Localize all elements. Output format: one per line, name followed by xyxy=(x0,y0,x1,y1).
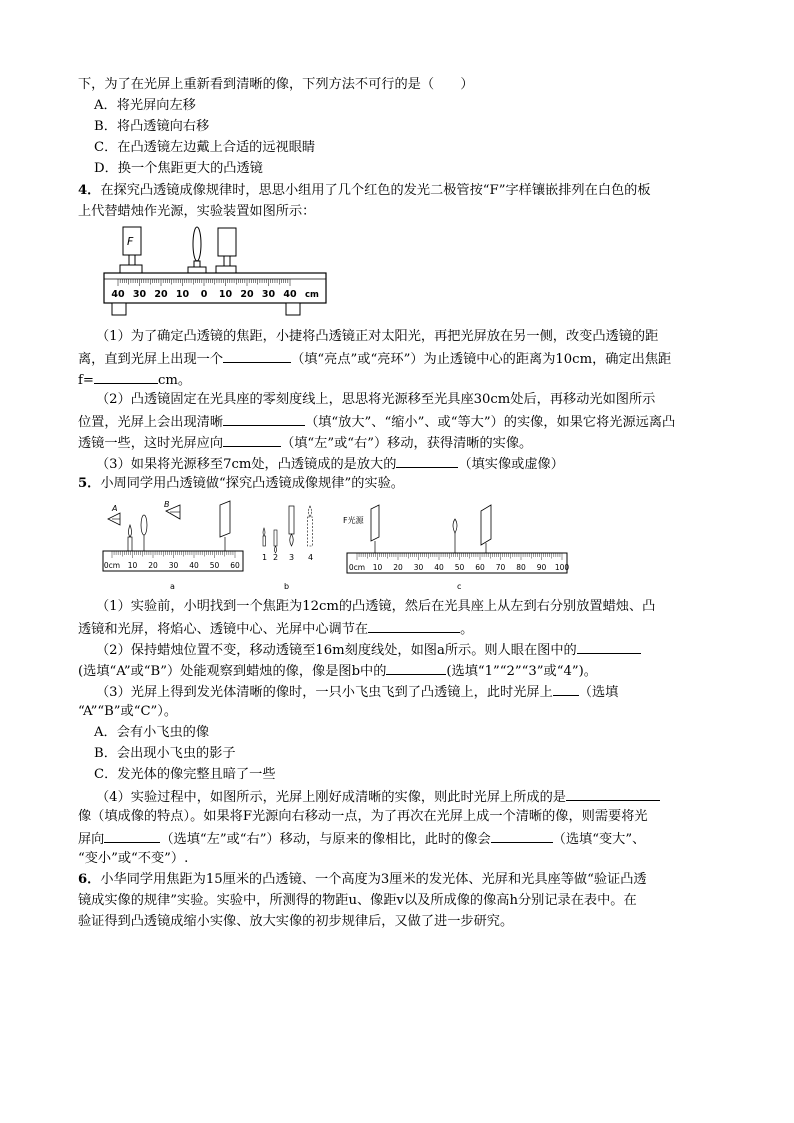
q4-tick-label: 40 xyxy=(111,289,125,300)
answer-blank-5[interactable] xyxy=(396,453,458,468)
f-light-source-board xyxy=(371,505,379,541)
answer-blank-6[interactable] xyxy=(368,618,460,633)
q4-unit-label: cm xyxy=(305,290,319,300)
q4-p2-line2: 位置，光屏上会出现清晰 （填“放大”、“缩小”、或“等大”）的实像，如果它将光源远离凸 xyxy=(78,411,675,431)
fig-a-tick-label: 50 xyxy=(209,561,220,570)
fig-b-num-2: 2 xyxy=(273,553,279,562)
screen-c xyxy=(481,505,491,545)
q4-p1-line2: 离，直到光屏上出现一个 （填“亮点”或“亮环”）为止透镜中心的距离为10cm，确定出焦距 xyxy=(78,348,671,368)
q4-tick-label: 20 xyxy=(240,289,254,300)
q5-figure-a xyxy=(100,497,248,593)
image-1-icon xyxy=(263,528,265,536)
fig-b-caption: b xyxy=(284,582,290,591)
fig-c-tick-label: 40 xyxy=(434,563,444,572)
q5-p2-line2: (选填“A”或“B”）处能观察到蜡烛的像，像是图b中的 (选填“1”“2”“3”或“4”)。 xyxy=(78,660,597,680)
fig-b-num-1: 1 xyxy=(262,553,268,562)
answer-blank-2[interactable] xyxy=(94,369,158,384)
image-4-icon xyxy=(309,506,312,517)
answer-blank-11[interactable] xyxy=(104,828,160,843)
q3-option-c: C．在凸透镜左边戴上合适的远视眼睛 xyxy=(94,140,316,155)
q4-p1-line1: （1）为了确定凸透镜的焦距，小捷将凸透镜正对太阳光，再把光屏放在另一侧，改变凸透镜的距 xyxy=(96,329,659,344)
fig-a-tick-label: 30 xyxy=(168,561,179,570)
q5-p4-line3: 屏向 （选填“左”或“右”）移动，与原来的像相比，此时的像会 （选填“变大”、 xyxy=(78,828,645,848)
q4-tick-label: 30 xyxy=(261,289,276,300)
q4-tick-label: 30 xyxy=(132,289,147,300)
q4-p2-line3: 透镜一些，这时光屏应向 （填“左”或“右”）移动，获得清晰的实像。 xyxy=(78,432,532,452)
image-3-icon xyxy=(289,506,294,534)
fig-a-tick-label: 60 xyxy=(230,561,240,570)
fig-c-caption: c xyxy=(457,582,462,591)
f-source-label: F光源 xyxy=(343,516,364,525)
fig-c-tick-label: 20 xyxy=(393,563,403,572)
fig-a-caption: a xyxy=(170,582,175,591)
fig-a-tick-label: 0cm xyxy=(103,561,121,570)
fig-c-tick-label: 80 xyxy=(516,563,526,572)
light-screen xyxy=(218,228,236,256)
answer-blank-12[interactable] xyxy=(491,828,553,843)
q5-p3-line1: （3）光屏上得到发光体清晰的像时，一只小飞虫飞到了凸透镜上，此时光屏上 （选填 xyxy=(96,681,618,701)
q4-p2-line1: （2）凸透镜固定在光具座的零刻度线上，思思将光源移至光具座30cm处后，再移动光如图所示 xyxy=(96,392,656,407)
q5-option-a: A．会有小飞虫的像 xyxy=(94,725,210,740)
q6-number: 6． xyxy=(78,872,101,887)
lens-a xyxy=(141,515,147,535)
q5-number: 5． xyxy=(78,476,101,491)
q4-stem-line2: 上代替蜡烛作光源，实验装置如图所示： xyxy=(78,204,316,219)
q6-line3: 验证得到凸透镜成缩小实像、放大实像的初步规律后，又做了进一步研究。 xyxy=(78,914,514,929)
q4-number: 4． xyxy=(78,183,101,198)
q6-line1: 6．小华同学用焦距为15厘米的凸透镜、一个高度为3厘米的发光体、光屏和光具座等做“验证凸透 xyxy=(78,872,647,887)
fig-c-tick-label: 0cm xyxy=(348,563,366,572)
q5-p1-line1: （1）实验前，小明找到一个焦距为12cm的凸透镜，然后在光具座上从左到右分别放置蜡烛、凸 xyxy=(96,599,656,614)
fig-c-tick-label: 100 xyxy=(554,563,570,572)
q5-p3-line2: “A”“B”或“C”）。 xyxy=(78,704,178,719)
q5-p4-line1: （4）实验过程中，如图所示，光屏上刚好成清晰的实像，则此时光屏上所成的是 xyxy=(96,786,660,806)
fig-c-tick-label: 10 xyxy=(372,563,383,572)
answer-blank-7[interactable] xyxy=(577,639,641,654)
q3-option-d: D．换一个焦距更大的凸透镜 xyxy=(94,161,263,176)
image-2-icon xyxy=(274,530,277,546)
q4-tick-label: 10 xyxy=(218,289,233,300)
fig-a-tick-label: 20 xyxy=(148,561,158,570)
eye-label-a: A xyxy=(112,504,118,513)
q5-p4-line2: 像（填成像的特点）。如果将F光源向右移动一点，为了再次在光屏上成一个清晰的像，则需要将光 xyxy=(78,809,648,824)
fig-a-tick-label: 10 xyxy=(127,561,138,570)
fig-b-num-4: 4 xyxy=(308,553,314,562)
q3-option-a: A．将光屏向左移 xyxy=(94,98,196,113)
lens-c xyxy=(453,519,457,533)
q5-figure-b xyxy=(256,502,326,593)
answer-blank-4[interactable] xyxy=(223,432,281,447)
q4-tick-label: 10 xyxy=(175,289,190,300)
answer-blank-10[interactable] xyxy=(566,786,660,801)
candle-flame-icon xyxy=(129,525,132,537)
q5-p1-line2: 透镜和光屏，将焰心、透镜中心、光屏中心调节在 。 xyxy=(78,618,473,638)
q5-p4-line4: “变小”或“不变”）. xyxy=(78,851,189,866)
q5-option-b: B．会出现小飞虫的影子 xyxy=(94,746,236,761)
convex-lens xyxy=(193,227,201,261)
fig-a-tick-label: 40 xyxy=(189,561,199,570)
f-source-letter: F xyxy=(127,235,134,248)
fig-c-tick-label: 90 xyxy=(536,563,547,572)
q3-stem: 下，为了在光屏上重新看到清晰的像，下列方法不可行的是（ ） xyxy=(78,77,474,92)
q6-line2: 镜成实像的规律”实验。实验中，所测得的物距u、像距v以及所成像的像高h分别记录在表中。在 xyxy=(78,893,637,908)
answer-blank-8[interactable] xyxy=(386,660,446,675)
q4-tick-label: 40 xyxy=(283,289,297,300)
eye-label-b: B xyxy=(164,500,170,509)
q3-option-b: B．将凸透镜向右移 xyxy=(94,119,210,134)
q4-tick-label: 0 xyxy=(200,289,208,300)
answer-blank-3[interactable] xyxy=(223,411,305,426)
q4-tick-label: 20 xyxy=(154,289,168,300)
q5-figure-c xyxy=(343,497,571,593)
fig-c-tick-label: 50 xyxy=(454,563,465,572)
fig-c-tick-label: 60 xyxy=(475,563,485,572)
q4-p1-line3: f= cm。 xyxy=(78,369,191,389)
q5-p2-line1: （2）保持蜡烛位置不变，移动透镜至16m刻度线处，如图a所示。则人眼在图中的 xyxy=(96,639,641,659)
q5-stem: 5．小周同学用凸透镜做“探究凸透镜成像规律”的实验。 xyxy=(78,476,404,491)
answer-blank-1[interactable] xyxy=(223,348,291,363)
q4-stem-line1: 4．在探究凸透镜成像规律时，思思小组用了几个红色的发光二极管按“F”字样镶嵌排列在白色的板 xyxy=(78,183,651,198)
q4-p3-line: （3）如果将光源移至7cm处，凸透镜成的是放大的 （填实像或虚像） xyxy=(96,453,564,473)
screen-a xyxy=(220,501,230,537)
fig-b-num-3: 3 xyxy=(289,553,295,562)
q4-optical-bench-figure xyxy=(100,222,332,318)
answer-blank-9[interactable] xyxy=(553,681,579,696)
fig-c-tick-label: 30 xyxy=(413,563,424,572)
q5-option-c: C．发光体的像完整且暗了一些 xyxy=(94,767,276,782)
fig-c-tick-label: 70 xyxy=(495,563,506,572)
